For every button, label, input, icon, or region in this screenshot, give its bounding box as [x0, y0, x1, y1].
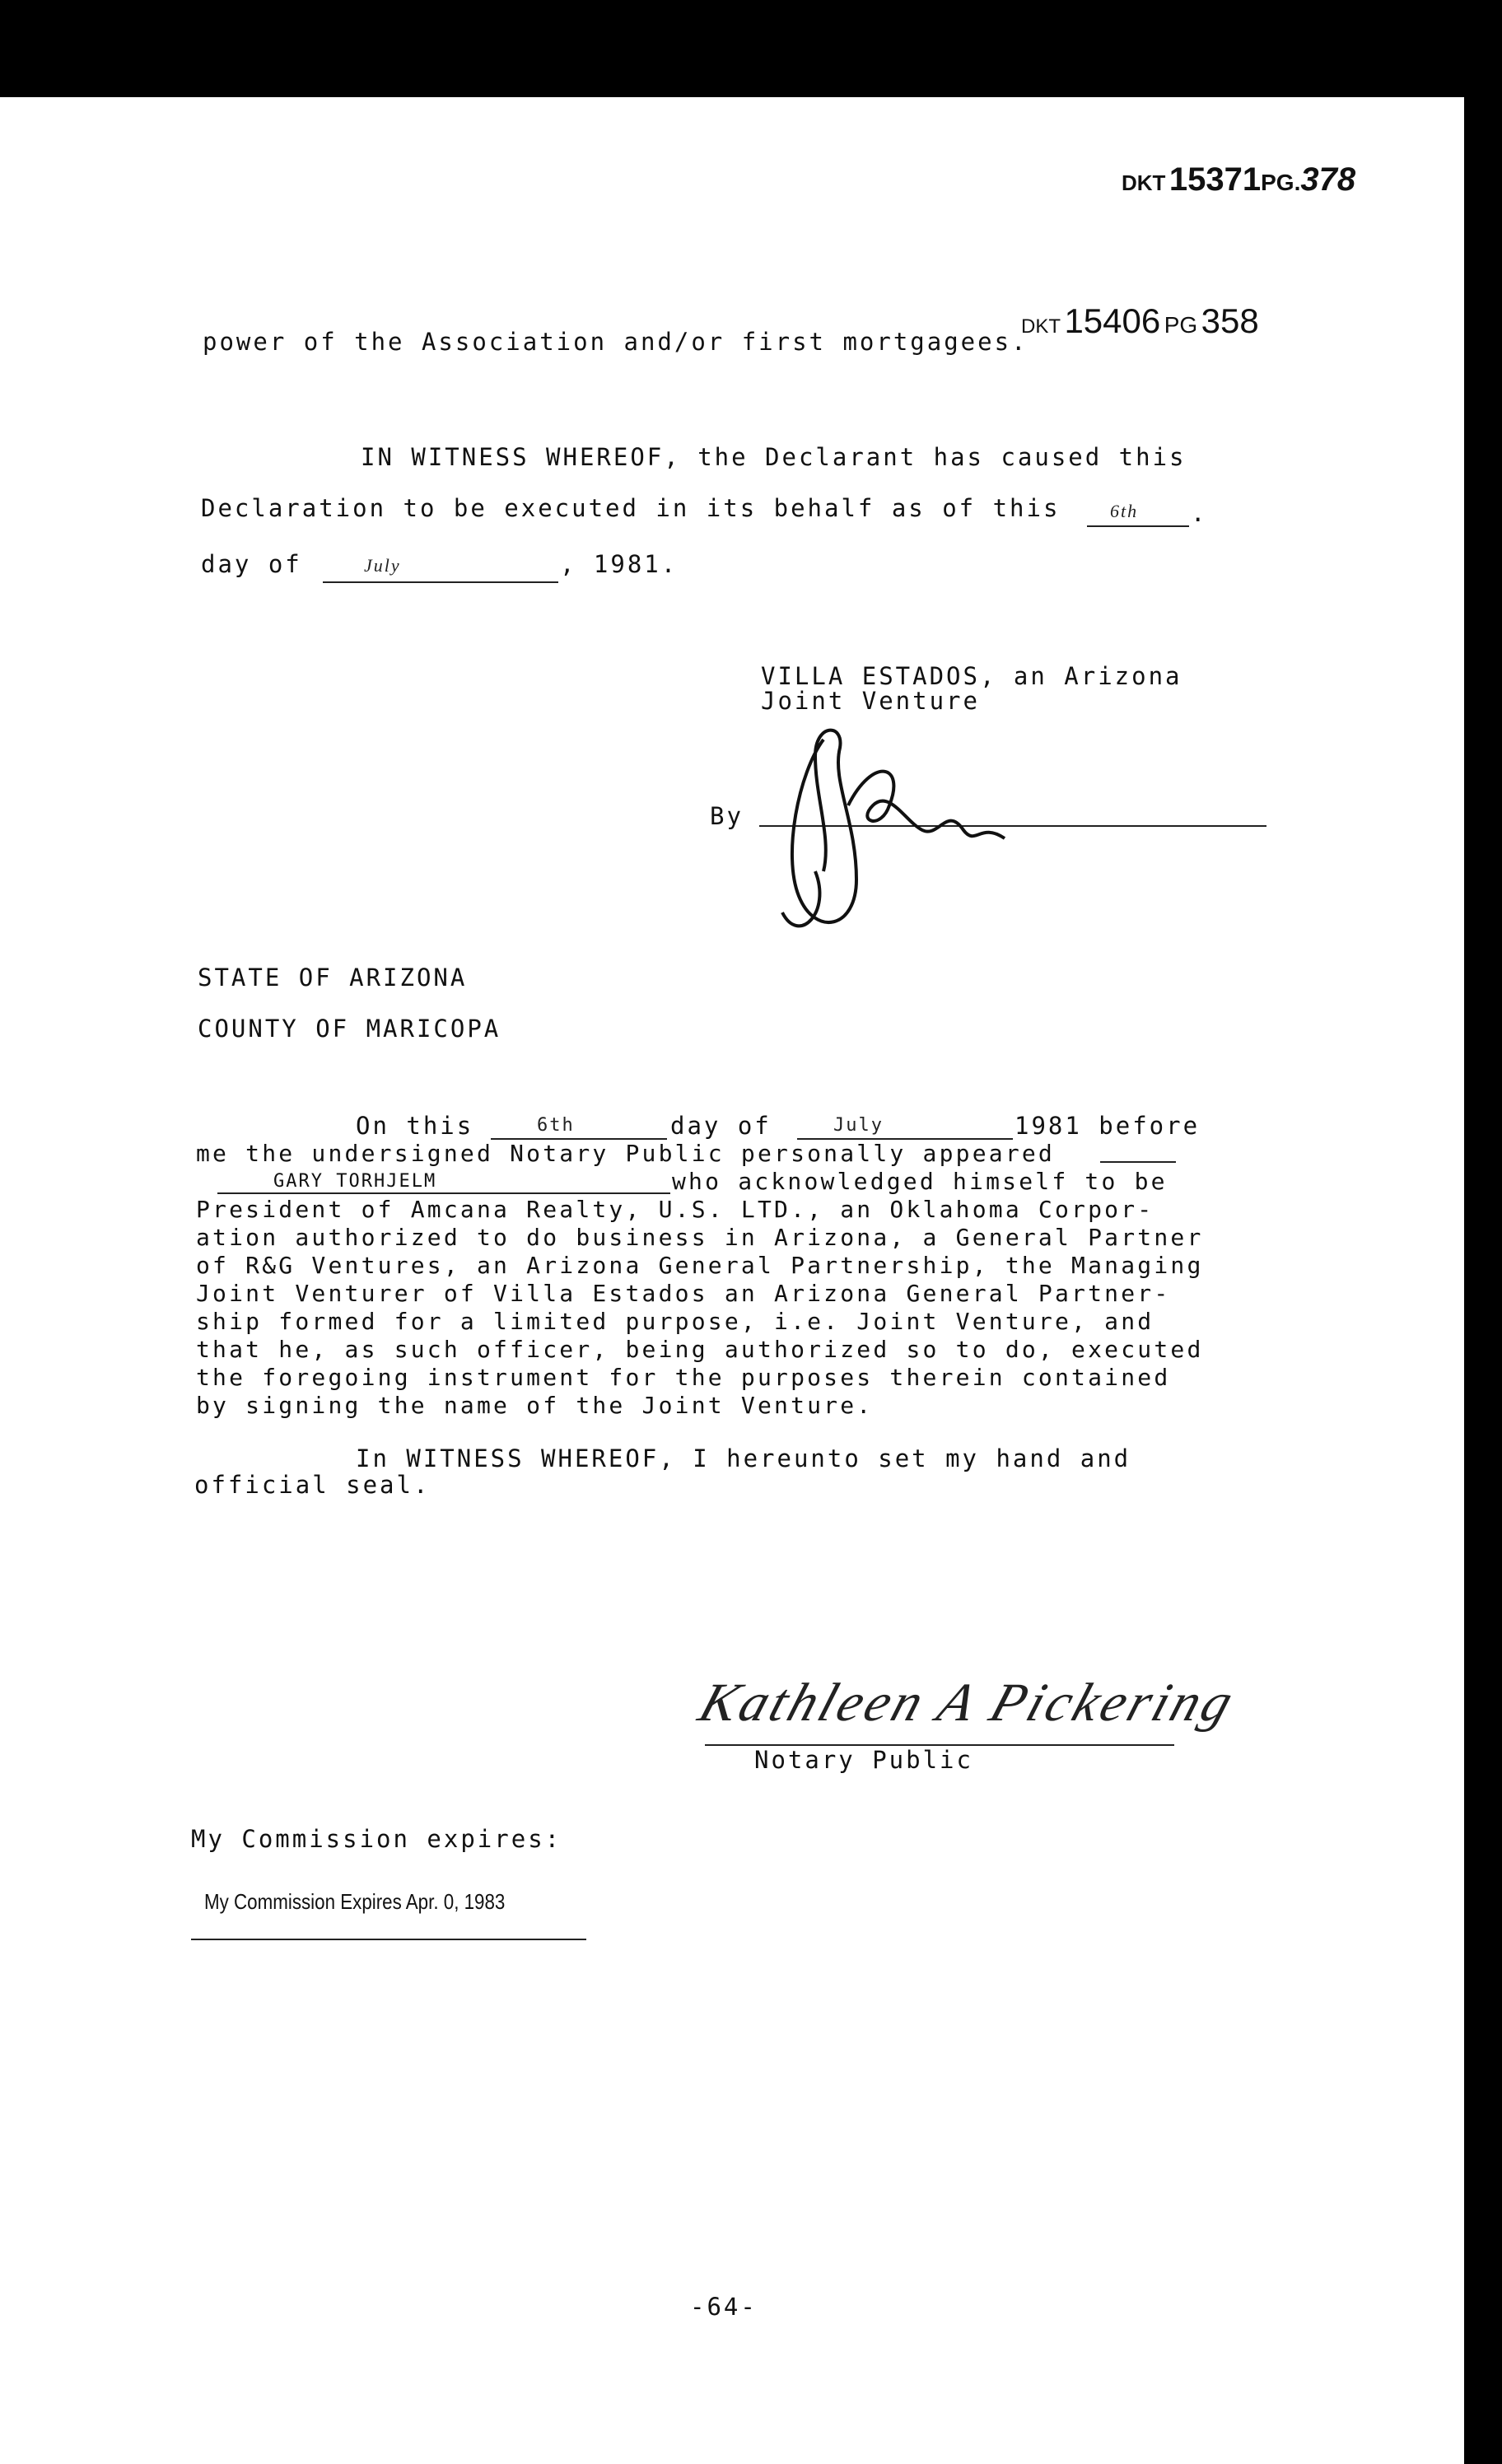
- ack-body-line: of R&G Ventures, an Arizona General Partnership, the Managing: [196, 1252, 1204, 1279]
- ack-on-this: On this: [356, 1112, 474, 1140]
- venue-county: COUNTY OF MARICOPA: [198, 1015, 501, 1043]
- day-blank: [1087, 525, 1189, 527]
- entity-line-2: Joint Venture: [761, 687, 980, 715]
- recording-stamp-mid: [1021, 301, 1259, 341]
- ack-day-value: 6th: [537, 1115, 575, 1136]
- ack-day-of: day of: [670, 1112, 772, 1140]
- entity-line-1: VILLA ESTADOS, an Arizona: [761, 662, 1182, 690]
- stamp-prefix: DKT: [1021, 315, 1061, 338]
- stamp-prefix: DKT: [1122, 170, 1166, 195]
- month-blank: [323, 581, 558, 583]
- ack-line-2: me the undersigned Notary Public personally appeared: [196, 1140, 1055, 1167]
- stamp-page: 378: [1300, 161, 1356, 198]
- ack-body-line: ship formed for a limited purpose, i.e. Joint Venture, and: [196, 1308, 1154, 1335]
- commission-label: My Commission expires:: [191, 1825, 562, 1853]
- ack-line-2-blank: [1100, 1161, 1176, 1163]
- ack-body-line: ation authorized to do business in Arizona, a General Partner: [196, 1224, 1204, 1251]
- ack-body-line: that he, as such officer, being authorized so to do, executed: [196, 1336, 1204, 1363]
- stamp-book: 15406: [1064, 301, 1161, 340]
- ack-body-line: by signing the name of the Joint Venture.: [196, 1392, 874, 1419]
- ack-witness-line-2: official seal.: [194, 1471, 431, 1499]
- witness-line-2: [201, 494, 1060, 522]
- witness-month-value: July: [364, 555, 401, 576]
- stamp-book: 15371: [1168, 161, 1262, 198]
- venue-state: STATE OF ARIZONA: [198, 964, 468, 992]
- ack-witness-line-1: In WITNESS WHEREOF, I hereunto set my hand and: [356, 1444, 1131, 1472]
- ack-name-blank: [217, 1192, 670, 1194]
- document-page: [0, 97, 1464, 2464]
- ack-body-line: Joint Venturer of Villa Estados an Arizona General Partner-: [196, 1280, 1171, 1307]
- witness-line-3-label: day of: [201, 550, 302, 578]
- ack-month-value: July: [833, 1115, 884, 1136]
- stamp-pg-label: PG.: [1261, 170, 1301, 195]
- witness-year: , 1981.: [560, 550, 679, 578]
- commission-stamp: My Commission Expires Apr. 0, 1983: [204, 1889, 506, 1914]
- ack-person-name: GARY TORHJELM: [273, 1171, 437, 1192]
- declaration-line: power of the Association and/or first mortgagees.: [203, 328, 1029, 356]
- period-mark: .: [1191, 499, 1208, 527]
- witness-day-value: 6th: [1110, 501, 1139, 521]
- notary-signature: Kathleen A Pickering: [692, 1673, 1243, 1733]
- scan-edge-strip: [576, 2429, 807, 2464]
- witness-line-2-text: Declaration to be executed in its behalf as of this: [201, 494, 1061, 522]
- stamp-pg-label: PG: [1164, 312, 1198, 338]
- recording-stamp-top: [1122, 161, 1355, 198]
- witness-line-1: IN WITNESS WHEREOF, the Declarant has caused this: [361, 443, 1187, 471]
- notary-title: Notary Public: [754, 1746, 973, 1774]
- by-label: By: [710, 802, 744, 830]
- ack-body-line: President of Amcana Realty, U.S. LTD., an Oklahoma Corpor-: [196, 1196, 1154, 1223]
- ack-body-line: the foregoing instrument for the purposes therein contained: [196, 1364, 1171, 1391]
- stamp-page: 358: [1201, 301, 1259, 340]
- commission-line: [191, 1939, 586, 1940]
- declarant-signature: [766, 707, 1029, 954]
- ack-year-before: 1981 before: [1015, 1112, 1201, 1140]
- ack-line-3-tail: who acknowledged himself to be: [672, 1168, 1168, 1195]
- page-number: -64-: [690, 2293, 758, 2321]
